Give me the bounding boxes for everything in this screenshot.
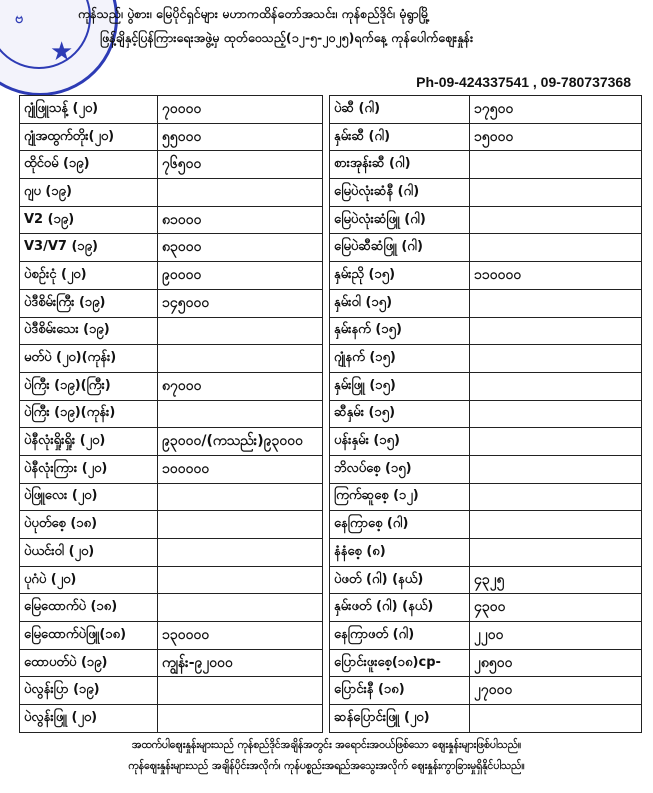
table-row: [20, 539, 323, 567]
commodity-price: [470, 455, 642, 483]
table-row: [330, 566, 642, 594]
right-price-table: [329, 95, 642, 733]
table-row: [330, 206, 642, 234]
commodity-price: [470, 151, 642, 179]
commodity-name: နှမ်းဖြူ (၁၅): [330, 372, 470, 400]
commodity-name: ပဲဆီ (ဂါ): [330, 96, 470, 124]
table-row: [330, 705, 642, 733]
table-row: [20, 566, 323, 594]
commodity-price: ၄၃၀၀: [470, 594, 642, 622]
commodity-price: ၇၆၅၀၀: [158, 151, 323, 179]
table-row: [330, 151, 642, 179]
table-row: [20, 400, 323, 428]
commodity-name: ထိုင်ဝမ် (၁၉): [20, 151, 158, 179]
table-row: [20, 428, 323, 456]
commodity-name: ပဲလွန်းပြာ (၁၉): [20, 677, 158, 705]
commodity-name: ပဲနီလုံးရှိုးရှိုး (၂ဝ): [20, 428, 158, 456]
commodity-price: [470, 400, 642, 428]
table-row: [20, 262, 323, 290]
phone-numbers: Ph-09-424337541 , 09-780737368: [416, 74, 631, 90]
footer-note-1: အထက်ပါဈေးနှုန်းများသည် ကုန်စည်ဒိုင်အချိန်အတွင်း အရောင်းအဝယ်ဖြစ်သော ဈေးနှုန်းများဖြစ်ပါသည်။: [131, 739, 522, 751]
commodity-name: ပြောင်းဖူးစေ့(၁၈)cp-: [330, 649, 470, 677]
commodity-price: [470, 179, 642, 207]
table-row: [330, 400, 642, 428]
commodity-price: [158, 345, 323, 373]
commodity-price: [470, 483, 642, 511]
commodity-name: V2 (၁၉): [20, 206, 158, 234]
table-row: [330, 123, 642, 151]
commodity-name: နှမ်းဖတ် (ဂါ) (နယ်): [330, 594, 470, 622]
table-row: [20, 483, 323, 511]
commodity-name: ဂျုံဖြူသန့် (၂ဝ): [20, 96, 158, 124]
table-row: [330, 511, 642, 539]
commodity-name: ဂျပ (၁၉): [20, 179, 158, 207]
commodity-name: ပဲလွန်းဖြူ (၂ဝ): [20, 705, 158, 733]
table-row: [330, 455, 642, 483]
commodity-price: [470, 234, 642, 262]
table-row: [20, 234, 323, 262]
table-row: [20, 677, 323, 705]
commodity-name: ပဲဖြူလေး (၂ဝ): [20, 483, 158, 511]
commodity-name: ဂျုံအထွက်တိုး(၂၀): [20, 123, 158, 151]
commodity-price: [470, 206, 642, 234]
table-row: [20, 511, 323, 539]
table-row: [20, 206, 323, 234]
commodity-name: နေကြာဖတ် (ဂါ): [330, 622, 470, 650]
commodity-name: ပဲဖတ် (ဂါ) (နယ်): [330, 566, 470, 594]
commodity-price: [158, 400, 323, 428]
star-icon: ★: [50, 37, 74, 67]
table-row: [20, 151, 323, 179]
commodity-price: [470, 539, 642, 567]
table-row: [330, 428, 642, 456]
commodity-name: ဆန်ပြောင်းဖြူ (၂ဝ): [330, 705, 470, 733]
commodity-name: ပဲနီလုံးကြား (၂ဝ): [20, 455, 158, 483]
commodity-price: [470, 372, 642, 400]
commodity-name: မြေပဲလုံးဆံနီ (ဂါ): [330, 179, 470, 207]
commodity-name: ပဲကြီး (၁၉)(ကုန်း): [20, 400, 158, 428]
commodity-price: ၅၅၀၀၀: [158, 123, 323, 151]
left-price-table: [19, 95, 323, 733]
commodity-name: ပဲပုတ်စေ့ (၁၈): [20, 511, 158, 539]
table-row: [20, 123, 323, 151]
commodity-price: [158, 677, 323, 705]
footer-note-2: ကုန်ဈေးနှုန်းများသည် အချိန်ပိုင်းအလိုက်၊ ကုန်ပစ္စည်းအရည်အသွေးအလိုက် ဈေးနှုန်းကွာခြားမှုရှိနိုင်ပါသည်။: [128, 760, 525, 772]
commodity-name: နှမ်းဆီ (ဂါ): [330, 123, 470, 151]
commodity-name: မတ်ပဲ (၂၀)(ကုန်း): [20, 345, 158, 373]
table-row: [20, 317, 323, 345]
commodity-price: ၈၇၀၀၀: [158, 372, 323, 400]
commodity-name: မြေပဲဆီဆံဖြူ (ဂါ): [330, 234, 470, 262]
commodity-price: [470, 428, 642, 456]
table-row: [330, 262, 642, 290]
commodity-name: ပဲဒီစိမ်းသေး (၁၉): [20, 317, 158, 345]
commodity-name: နှမ်းနက် (၁၅): [330, 317, 470, 345]
commodity-name: စားအုန်းဆီ (ဂါ): [330, 151, 470, 179]
commodity-price: ၈၁၀၀၀: [158, 206, 323, 234]
commodity-price: [470, 317, 642, 345]
commodity-price: ၁၅၀၀၀: [470, 123, 642, 151]
commodity-name: မြေပဲလုံးဆံဖြူ (ဂါ): [330, 206, 470, 234]
table-row: [330, 622, 642, 650]
commodity-price: [158, 594, 323, 622]
table-row: [20, 649, 323, 677]
commodity-name: နံနံစေ့ (၈): [330, 539, 470, 567]
commodity-name: ပဲဒီစိမ်းကြီး (၁၉): [20, 289, 158, 317]
table-row: [20, 372, 323, 400]
commodity-name: ထောပတ်ပဲ (၁၉): [20, 649, 158, 677]
table-row: [20, 455, 323, 483]
commodity-name: ပဲစဉ်းငုံ (၂ဝ): [20, 262, 158, 290]
table-row: [330, 179, 642, 207]
commodity-name: နေကြာစေ့ (ဂါ): [330, 511, 470, 539]
header-line-1: ကုန်သည်၊ ပွဲစား၊ မြေပိုင်ရှင်များ မဟာကထိန်တော်အသင်း၊ ကုန်စည်ဒိုင်၊ မုံရွာမြို့: [78, 6, 430, 21]
commodity-price: ၁၄၅၀၀၀: [158, 289, 323, 317]
header-line-2: ဖြန့်ချိနှင့်ပြန်ကြားရေးအဖွဲ့မှ ထုတ်ဝေသည့်(၁၂-၅-၂၀၂၅)ရက်နေ့ ကုန်ပေါက်ဈေးနှုန်း: [100, 30, 474, 45]
commodity-price: ၁၇၅၀၀: [470, 96, 642, 124]
table-row: [20, 705, 323, 733]
commodity-name: မြေထောက်ပဲ (၁၈): [20, 594, 158, 622]
commodity-price: ၉၃၀၀၀/(ကသည်း)၉၃၀၀၀: [158, 428, 323, 456]
table-row: [330, 594, 642, 622]
commodity-price: ၂၇၀၀၀: [470, 677, 642, 705]
commodity-name: ပုဂံပဲ (၂ဝ): [20, 566, 158, 594]
table-row: [330, 96, 642, 124]
table-row: [330, 345, 642, 373]
commodity-price: [470, 289, 642, 317]
table-row: [330, 372, 642, 400]
table-row: [20, 289, 323, 317]
commodity-price: [158, 317, 323, 345]
table-row: [330, 649, 642, 677]
commodity-price: [158, 705, 323, 733]
commodity-price: [158, 539, 323, 567]
commodity-price: ၈၃၀၀၀: [158, 234, 323, 262]
table-row: [330, 483, 642, 511]
commodity-price: [158, 179, 323, 207]
table-row: [330, 234, 642, 262]
commodity-name: ဂျုံနက် (၁၅): [330, 345, 470, 373]
commodity-price: ၇၀၀၀၀: [158, 96, 323, 124]
commodity-name: ပြောင်းနီ (၁၈): [330, 677, 470, 705]
commodity-price: [158, 511, 323, 539]
commodity-name: နှမ်းဝါ (၁၅): [330, 289, 470, 317]
commodity-price: [158, 566, 323, 594]
commodity-name: V3/V7 (၁၉): [20, 234, 158, 262]
commodity-price: ၁၁၀၀၀၀: [470, 262, 642, 290]
commodity-price: ၂၂၀၀: [470, 622, 642, 650]
table-row: [20, 179, 323, 207]
commodity-price: ကျွန်း-၉၂၀၀၀: [158, 649, 323, 677]
commodity-price: [470, 345, 642, 373]
commodity-name: ပဲယင်းဝါ (၂ဝ): [20, 539, 158, 567]
table-row: [330, 539, 642, 567]
commodity-price: ၂၈၅၀၀: [470, 649, 642, 677]
commodity-price: ၁၀၀၀၀၀: [158, 455, 323, 483]
table-row: [20, 345, 323, 373]
commodity-price: ၉၀၀၀၀: [158, 262, 323, 290]
commodity-price: ၄၃၂၅: [470, 566, 642, 594]
commodity-name: ဘိလပ်စေ့ (၁၅): [330, 455, 470, 483]
commodity-name: မြေထောက်ပဲဖြူ(၁၈): [20, 622, 158, 650]
commodity-price: [158, 483, 323, 511]
commodity-name: ပဲကြီး (၁၉)(ကြီး): [20, 372, 158, 400]
commodity-price: ၁၃၀၀၀၀: [158, 622, 323, 650]
commodity-name: ဆီနှမ်း (၁၅): [330, 400, 470, 428]
table-row: [330, 677, 642, 705]
commodity-name: ကြက်ဆူစေ့ (၁၂): [330, 483, 470, 511]
commodity-name: နှမ်းညို (၁၅): [330, 262, 470, 290]
table-row: [330, 289, 642, 317]
table-row: [20, 622, 323, 650]
commodity-price: [470, 511, 642, 539]
commodity-price: [470, 705, 642, 733]
commodity-name: ပန်းနှမ်း (၁၅): [330, 428, 470, 456]
table-row: [20, 594, 323, 622]
seal-mark: ဗ: [15, 11, 23, 27]
table-row: [330, 317, 642, 345]
table-row: [20, 96, 323, 124]
